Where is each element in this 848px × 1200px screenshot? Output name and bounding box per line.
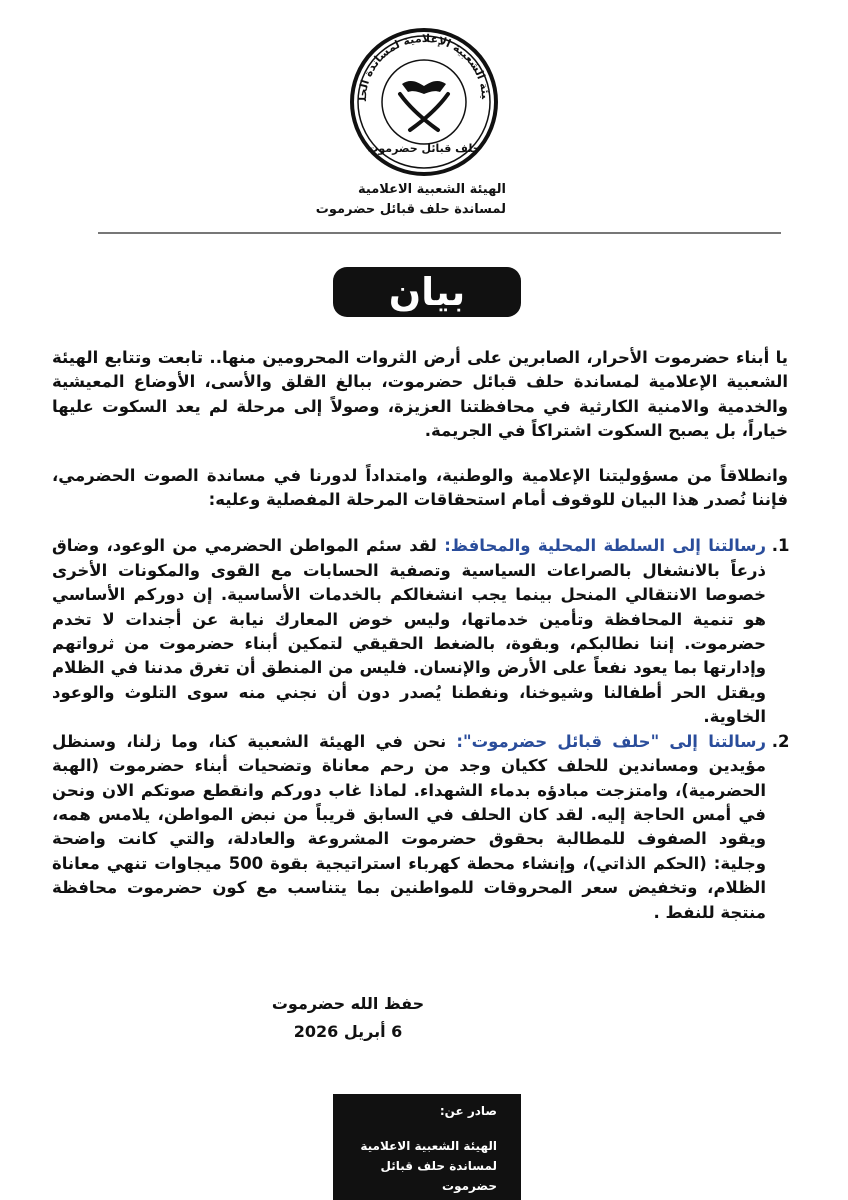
point-1-heading: رسالتنا إلى السلطة المحلية والمحافظ:	[444, 536, 766, 556]
body-paragraph-2: وانطلاقاً من مسؤوليتنا الإعلامية والوطنية، وامتداداً لدورنا في مساندة الصوت الحضرمي، فإننا نُصدر هذا البيان للوقوف أمام استحقاقات المرحلة المفصلية وعليه:	[52, 465, 788, 510]
points-list	[52, 534, 788, 925]
closing-block	[250, 990, 446, 1046]
org-header-line-1: الهيئة الشعبية الاعلامية	[358, 182, 506, 197]
body-paragraph-1: يا أبناء حضرموت الأحرار، الصابرين على أرض الثروات المحرومين منها.. تابعت وتتابع الهيئة الشعبية الإعلامية لمساندة حلف قبائل حضرموت، ببالغ القلق والأسى، الأوضاع المعيشية والخدمية والامنية الكارثية في محافظتنا العزيزة، وصولاً إلى مرحلة لم يعد السكوت عليها خياراً، بل يصبح السكوت اشتراكاً في الجريمة.	[52, 348, 788, 441]
circular-seal-logo-icon	[340, 12, 508, 178]
issued-by-org-line-2: لمساندة حلف قبائل حضرموت	[380, 1159, 497, 1193]
closing-blessing: حفظ الله حضرموت	[271, 994, 425, 1013]
point-1-text: لقد سئم المواطن الحضرمي من الوعود، وضاق ذرعاً بالانشغال بالصراعات السياسية وتصفية الحسابات مع القوى والمكونات الأخرى خصوصا الانتقالي المنحل بينما يجب انشغالكم بالخدمات الأساسية. إن دوركم الأساسي هو تنمية المحافظة وتأمين خدماتها، وليس خوض المعارك نيابة عن أجندات لا تخدم حضرموت. إننا نطالبكم، وبقوة، بالضغط الحقيقي لتمكين أبناء حضرموت من ثرواتهم وإدارتها بما يعود نفعاً على الأرض والإنسان. فليس من المنطق أن تغرق مدننا في الظلام ويقتل الحر أطفالنا وشيوخنا، ونفطنا يُصدر دون أن نجني منه سوى التلوث والوعود الخاوية.	[52, 536, 766, 727]
logo-bottom-text: حلف قبائل حضرموت	[367, 142, 481, 155]
issued-by-box	[333, 1094, 521, 1200]
logo-arc-text: يئة الشعبية الإعلامية لمساندة الحل	[355, 31, 493, 102]
organization-header	[250, 180, 506, 220]
organization-logo	[340, 12, 508, 178]
point-2-heading: رسالتنا إلى "حلف قبائل حضرموت":	[456, 731, 766, 751]
statement-date: 6 أبريل 2026	[293, 1022, 403, 1041]
header-divider	[98, 232, 781, 234]
issued-by-label: صادر عن:	[439, 1104, 497, 1118]
point-2-text: نحن في الهيئة الشعبية كنا، وما زلنا، وسنظل مؤيدين ومساندين للحلف ككيان وجد من رحم معاناة وتضحيات أبناء حضرموت (الهبة الحضرمية)، وامتزجت مبادؤه بدماء الشهداء. لماذا غاب دوركم وانقطع صوتكم الان ونحن في أمس الحاجة إليه. لقد كان الحلف في السابق قريباً من نبض المواطن، يلامس همه، ويقود الصفوف للمطالبة بحقوق حضرموت المشروعة والعادلة، والتي كانت واضحة وجلية: (الحكم الذاتي)، وإنشاء محطة كهرباء استراتيجية بقوة 500 ميجاوات تنهي معاناة الظلام، وتخفيض سعر المحروقات للمواطنين بما يتناسب مع كون حضرموت محافظة منتجة للنفط .	[52, 731, 766, 922]
point-item-2	[52, 730, 766, 925]
org-header-line-2: لمساندة حلف قبائل حضرموت	[315, 202, 506, 217]
issued-by-org-line-1: الهيئة الشعبية الاعلامية	[360, 1139, 497, 1153]
statement-title: بيان	[333, 267, 521, 317]
point-item-1	[52, 534, 766, 729]
issued-by-organization	[333, 1136, 497, 1196]
statement-body	[52, 346, 788, 925]
